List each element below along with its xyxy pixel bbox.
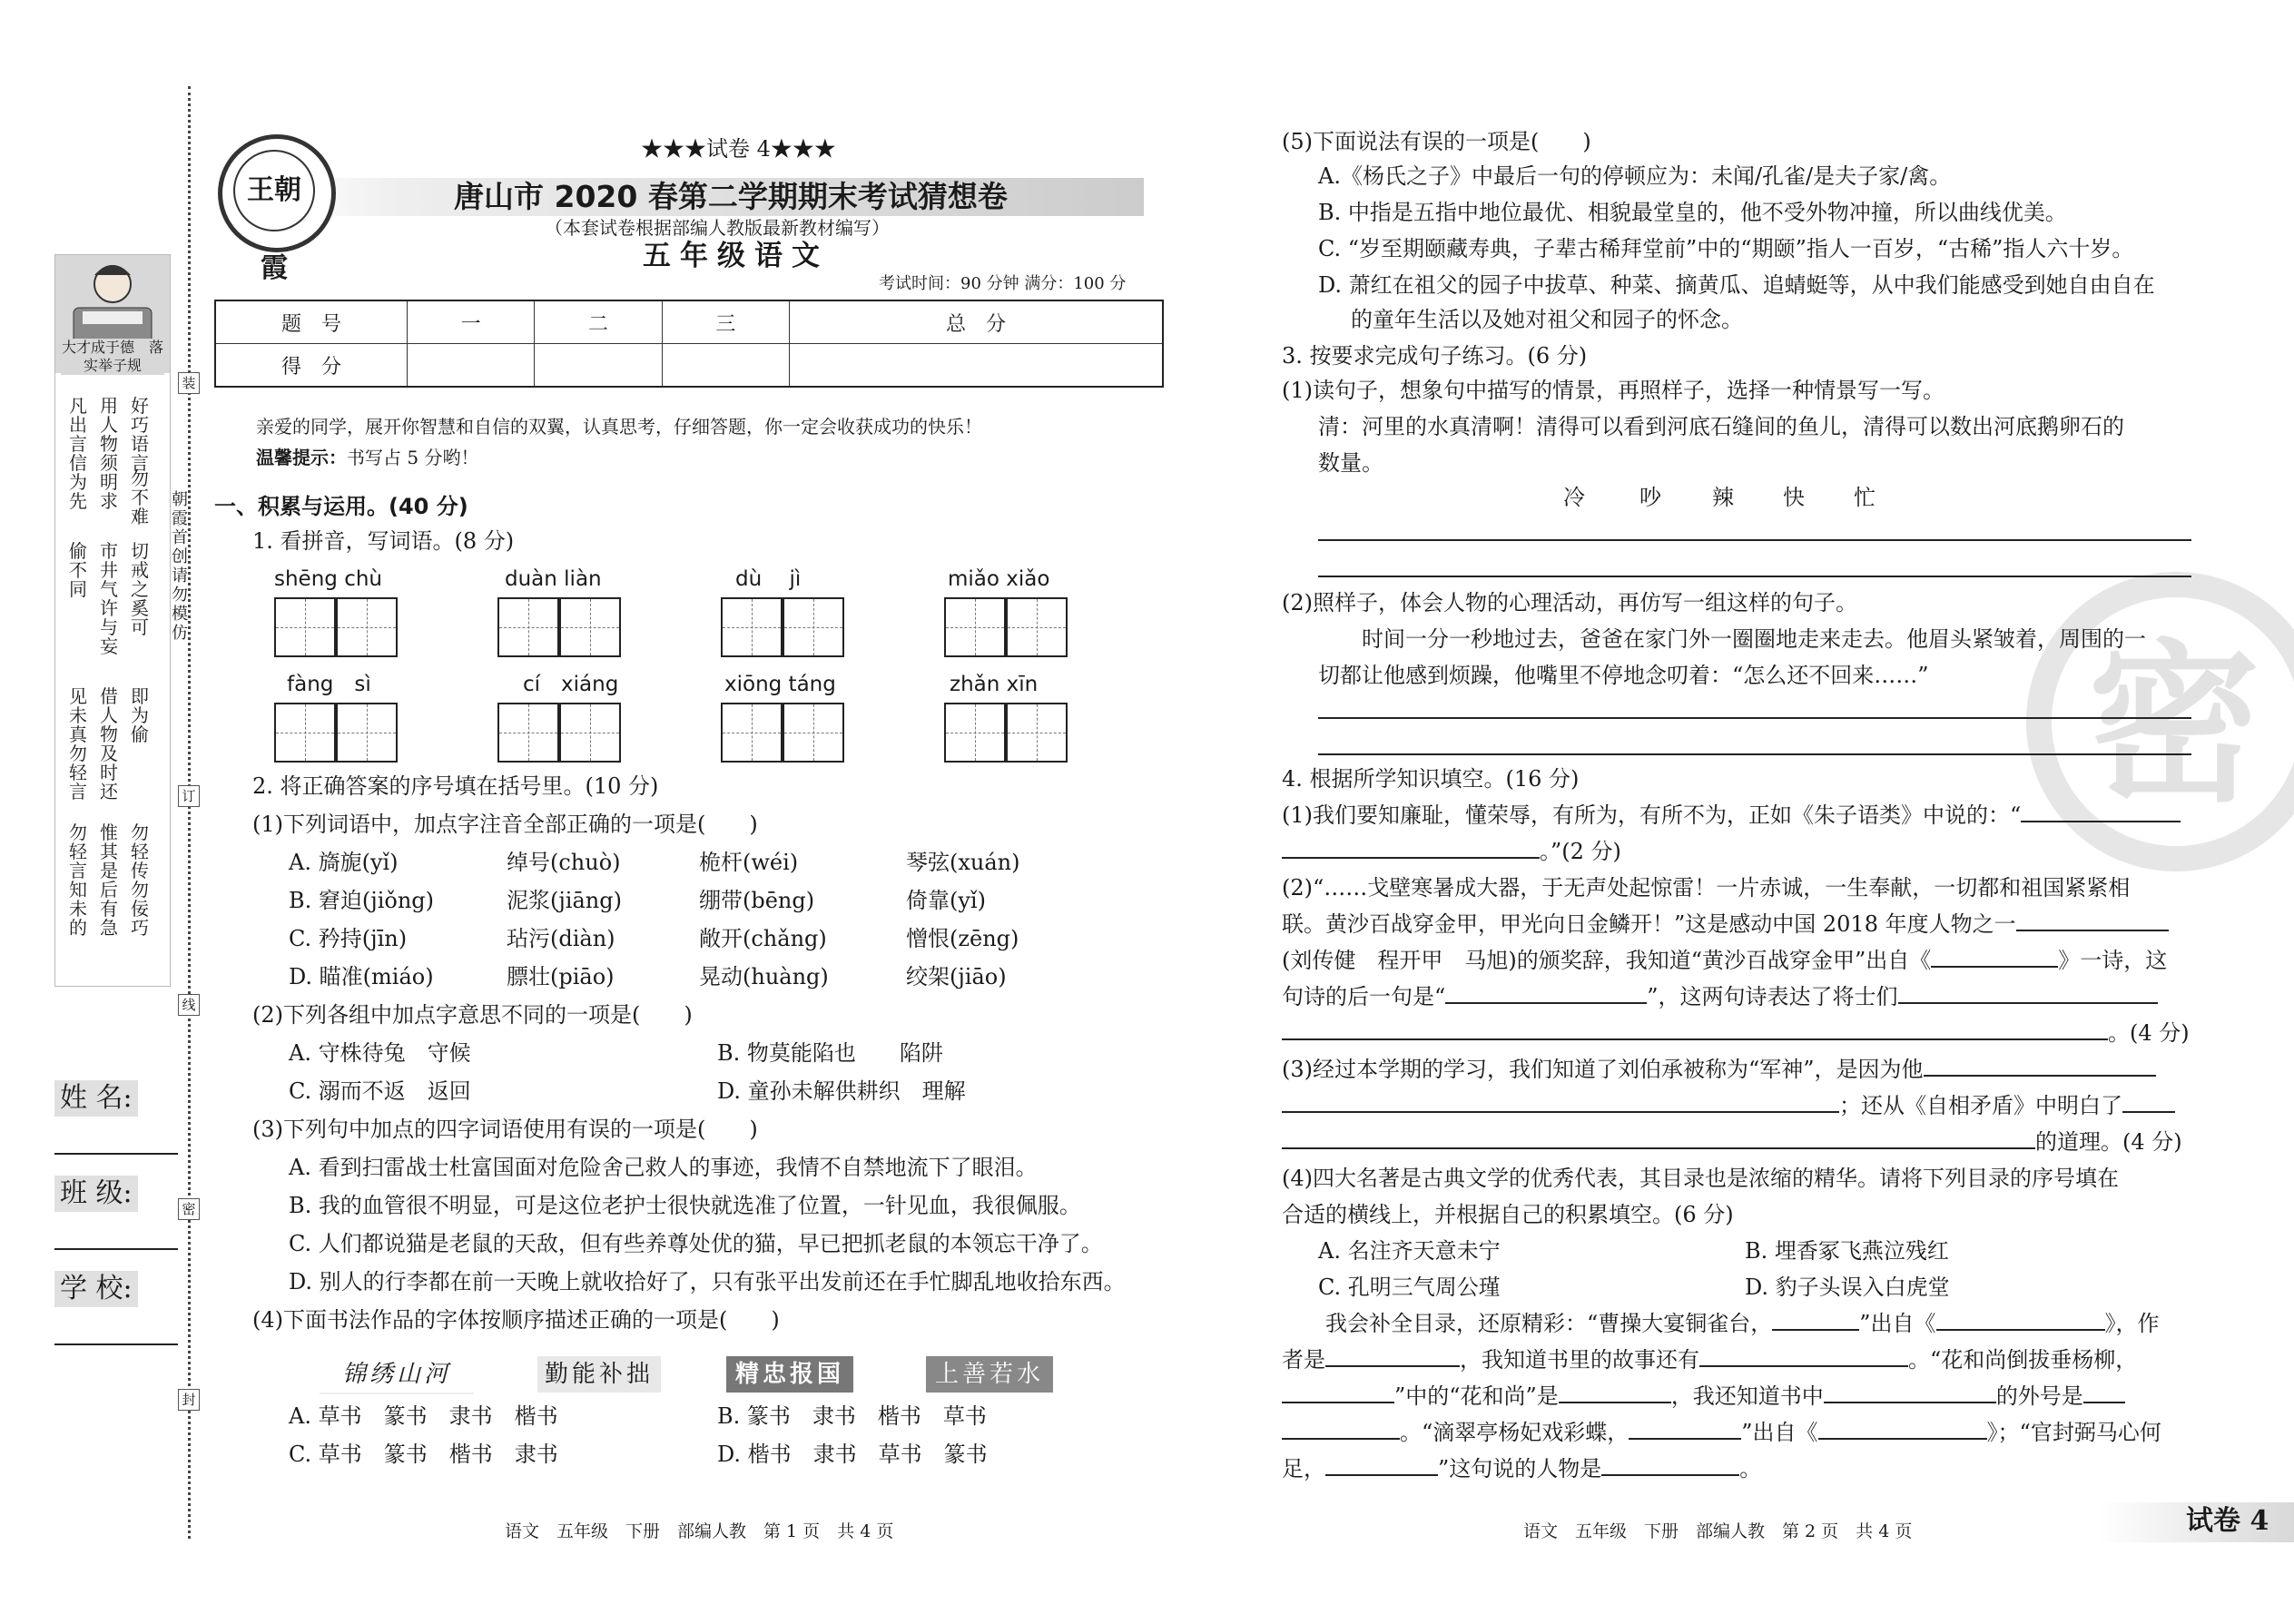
option-text: A. 守株待兔 守候: [289, 1040, 471, 1066]
option-word: 敞开(chǎng): [699, 926, 827, 951]
question-4-4: (4)四大名著是古典文学的优秀代表，其目录也是浓缩的精华。请将下列目录的序号填在: [1282, 1166, 2119, 1191]
corner-label: 试卷 4: [2186, 1505, 2269, 1537]
pinyin-prompt: xiōng táng: [724, 673, 836, 696]
name-label: 姓 名:: [54, 1080, 138, 1117]
score-input-cell[interactable]: [408, 344, 535, 388]
motto-col: 惟其是后有急: [100, 822, 118, 939]
exam-subtitle: （本套试卷根据部编人教版最新教材编写）: [545, 217, 890, 239]
pinyin-prompt: duàn liàn: [505, 567, 602, 591]
option-word: C. 矜持(jīn): [289, 926, 408, 951]
motto-col: 用人物须明求: [100, 395, 118, 512]
question-4-4-fill5: [1282, 1454, 1761, 1483]
exam-info: 考试时间：90 分钟 满分：100 分: [879, 274, 1127, 293]
page-footer: 语文 五年级 下册 部编人教 第 1 页 共 4 页: [505, 1521, 894, 1541]
writing-box[interactable]: [497, 597, 559, 657]
text-segment: 的道理。(4 分): [2035, 1129, 2182, 1155]
blank-field[interactable]: [1924, 1075, 2156, 1077]
option-text: C. 草书 篆书 楷书 隶书: [289, 1442, 558, 1467]
option-word: 憎恨(zēng): [906, 926, 1019, 951]
greeting-text: 亲爱的同学，展开你智慧和自信的双翼，认真思考，仔细答题，你一定会收获成功的快乐！: [256, 416, 982, 438]
option-word: 膘壮(piāo): [507, 964, 615, 989]
cut-line: [188, 86, 191, 1539]
writing-box[interactable]: [721, 597, 783, 657]
name-field[interactable]: [54, 1153, 178, 1155]
page-footer: 语文 五年级 下册 部编人教 第 2 页 共 4 页: [1523, 1521, 1913, 1541]
option-text: B. 我的血管很不明显，可是这位老护士很快就选准了位置，一针见血，我很佩服。: [289, 1193, 1081, 1218]
binding-mark: 密: [178, 1198, 200, 1220]
option-text: D. 童孙未解供耕织 理解: [717, 1078, 966, 1104]
question-2-1: (1)下列词语中，加点字注音全部正确的一项是( ): [252, 812, 758, 837]
motto-col: 见未真勿轻言: [69, 685, 87, 802]
series-label: ★★★试卷 4★★★: [641, 136, 836, 162]
option-text: B. 埋香冢飞燕泣残红: [1745, 1238, 1949, 1264]
class-field[interactable]: [54, 1248, 178, 1250]
writing-box[interactable]: [944, 597, 1006, 657]
motto-col: 切戒之奚可: [131, 540, 149, 638]
answer-line[interactable]: [1318, 753, 2191, 755]
blank-field[interactable]: [2016, 930, 2169, 931]
question-4-4-line2: 合适的横线上，并根据自己的积累填空。(6 分): [1282, 1202, 1734, 1227]
question-4: 4. 根据所学知识填空。(16 分): [1282, 766, 1580, 792]
option-word: 绞架(jiāo): [906, 964, 1007, 989]
text-segment: 。“滴翠亭杨妃戏彩蝶，: [1400, 1420, 1629, 1445]
score-input-cell[interactable]: [662, 344, 789, 388]
score-row-label: 得 分: [215, 344, 408, 388]
text-segment: 。”(2 分): [1540, 839, 1621, 864]
option-text: C. “岁至期颐藏寿典，子辈古稀拜堂前”中的“期颐”指人一百岁，“古稀”指人六十岁。: [1318, 236, 2134, 261]
option-word: 泥浆(jiāng): [507, 888, 622, 913]
writing-box[interactable]: [783, 703, 844, 763]
option-word: A. 旖旎(yǐ): [289, 850, 399, 875]
blank-field[interactable]: [1559, 1402, 1671, 1403]
question-4-4-fill4: [1282, 1418, 2161, 1447]
question-3-2: (2)照样子，体会人物的心理活动，再仿写一组这样的句子。: [1282, 590, 1857, 615]
blank-field[interactable]: [2122, 1111, 2175, 1113]
tip-label: 温馨提示：: [256, 447, 347, 468]
option-word: 玷污(diàn): [507, 926, 615, 951]
text-segment: ”出自《: [1859, 1311, 1936, 1336]
blank-field[interactable]: [2083, 1402, 2125, 1403]
calligraphy-sample: 勤能补拙: [537, 1356, 661, 1393]
question-2-3: (3)下列句中加点的四字词语使用有误的一项是( ): [252, 1117, 758, 1142]
text-segment: 。“花和尚倒拔垂杨柳，: [1908, 1347, 2138, 1373]
option-word: 琴弦(xuán): [906, 850, 1020, 875]
option-text: D. 楷书 隶书 草书 篆书: [717, 1442, 988, 1467]
pinyin-prompt: miǎo xiǎo: [948, 567, 1050, 591]
blank-field[interactable]: [1699, 1365, 1908, 1367]
text-segment: ；还从《自相矛盾》中明白了: [1839, 1093, 2122, 1118]
choice-word: 冷: [1563, 485, 1585, 510]
option-word: D. 瞄准(miáo): [289, 964, 434, 989]
text-segment: ，我还知道书中: [1670, 1383, 1824, 1409]
option-text: B. 中指是五指中地位最优、相貌最堂皇的，他不受外物冲撞，所以曲线优美。: [1318, 200, 2067, 225]
question-4-3-line3: [1282, 1127, 2182, 1156]
answer-line[interactable]: [1318, 539, 2191, 541]
blank-field[interactable]: [1898, 1002, 2158, 1004]
motto-text: 大才成于德 落实举子规: [61, 339, 163, 374]
option-text: C. 溺而不返 返回: [289, 1078, 471, 1104]
pinyin-prompt: zhǎn xīn: [950, 673, 1039, 696]
pinyin-prompt: cí xiáng: [523, 673, 619, 696]
option-word: 倚靠(yǐ): [906, 888, 986, 913]
option-text: 的童年生活以及她对祖父和园子的怀念。: [1351, 307, 1743, 332]
score-input-cell[interactable]: [535, 344, 662, 388]
writing-box[interactable]: [721, 703, 783, 763]
blank-field[interactable]: [1601, 1474, 1739, 1476]
text-segment: 足，: [1282, 1456, 1325, 1481]
choice-word: 辣: [1712, 485, 1734, 510]
writing-box[interactable]: [336, 703, 398, 763]
text-segment: 句诗的后一句是“: [1282, 984, 1446, 1009]
question-3: 3. 按要求完成句子练习。(6 分): [1282, 343, 1588, 369]
writing-box[interactable]: [336, 597, 398, 657]
motto-col: 偷不同: [69, 540, 87, 600]
writing-box[interactable]: [274, 597, 336, 657]
score-header-cell: 总 分: [789, 300, 1163, 344]
text-segment: ”这句说的人物是: [1438, 1456, 1602, 1481]
binding-mark: 封: [178, 1389, 200, 1411]
seal-text: 密: [2088, 623, 2261, 825]
question-4-4-fill1: [1325, 1309, 2160, 1338]
blank-field[interactable]: [1282, 1111, 1839, 1113]
score-header-cell: 一: [408, 300, 535, 344]
question-4-4-fill2: [1282, 1345, 2137, 1374]
question-2-4: (4)下面书法作品的字体按顺序描述正确的一项是( ): [252, 1307, 780, 1333]
option-text: B. 物莫能陷也 陷阱: [717, 1040, 943, 1066]
option-text: A. 名注齐天意未宁: [1318, 1238, 1501, 1264]
text-segment: 。(4 分): [2108, 1020, 2190, 1046]
blank-field[interactable]: [1325, 1474, 1438, 1476]
school-field[interactable]: [54, 1343, 178, 1345]
blank-field[interactable]: [1818, 1438, 1987, 1440]
pinyin-prompt: shēng chù: [274, 567, 382, 591]
score-table: [214, 300, 1164, 388]
option-text: D. 别人的行李都在前一天晚上就收拾好了，只有张平出发前还在手忙脚乱地收拾东西。: [289, 1269, 1126, 1294]
option-text: A. 看到扫雷战士杜富国面对危险舍己救人的事迹，我情不自禁地流下了眼泪。: [289, 1155, 1038, 1180]
blank-field[interactable]: [1282, 1038, 2108, 1040]
calligraphy-sample: 上善若水: [926, 1356, 1053, 1393]
question-4-1: [1282, 801, 2181, 830]
question-2-5: (5)下面说法有误的一项是( ): [1282, 129, 1591, 154]
blank-field[interactable]: [2021, 821, 2181, 822]
motto-col: 勿轻传勿佞巧: [131, 822, 149, 939]
blank-field[interactable]: [1325, 1365, 1460, 1367]
motto-col: 勿轻言知未的: [69, 822, 87, 939]
score-input-cell[interactable]: [789, 344, 1163, 388]
class-label: 班 级:: [54, 1176, 138, 1212]
question-2-2: (2)下列各组中加点字意思不同的一项是( ): [252, 1002, 693, 1028]
example-text: 数量。: [1318, 450, 1383, 476]
vertical-note: 朝霞首创 请勿模仿: [172, 490, 188, 643]
answer-line[interactable]: [1318, 717, 2191, 719]
blank-field[interactable]: [1936, 1329, 2105, 1331]
brand-logo-text: 王朝霞: [233, 150, 315, 231]
question-4-4-fill3: [1282, 1382, 2125, 1411]
option-text: C. 孔明三气周公瑾: [1318, 1275, 1501, 1300]
example-text: 时间一分一秒地过去，爸爸在家门外一圈圈地走来走去。他眉头紧皱着，周围的一: [1362, 626, 2146, 652]
option-text: A.《杨氏之子》中最后一句的停顿应为：未闻/孔雀/是夫子家/禽。: [1318, 163, 1952, 189]
question-4-3-line2: [1282, 1091, 2175, 1120]
text-segment: ，我知道书里的故事还有: [1460, 1347, 1699, 1373]
school-label: 学 校:: [54, 1271, 138, 1307]
writing-box[interactable]: [1006, 597, 1068, 657]
motto-col: 勿不难: [131, 468, 149, 527]
question-1: 1. 看拼音，写词语。(8 分): [252, 528, 515, 554]
motto-strip: [54, 254, 171, 987]
blank-field[interactable]: [1282, 857, 1540, 859]
text-segment: 》一诗，这: [2058, 948, 2168, 973]
option-text: C. 人们都说猫是老鼠的天敌，但有些养尊处优的猫，早已把抓老鼠的本领忘干净了。: [289, 1231, 1103, 1256]
example-text: 切都让他感到烦躁，他嘴里不停地念叨着：“怎么还不回来……”: [1318, 663, 1929, 688]
question-4-2-line5: [1282, 1019, 2190, 1048]
text-segment: (刘传健 程开甲 马旭)的颁奖辞，我知道“黄沙百战穿金甲”出自《: [1282, 948, 1932, 973]
pinyin-prompt: dù jì: [735, 567, 802, 591]
question-3-1: (1)读句子，想象句中描写的情景，再照样子，选择一种情景写一写。: [1282, 378, 1944, 403]
score-header-cell: 三: [662, 300, 789, 344]
writing-box[interactable]: [559, 703, 621, 763]
text-segment: 的外号是: [1995, 1383, 2083, 1409]
text-segment: (1)我们要知廉耻，懂荣辱，有所为，有所不为，正如《朱子语类》中说的：“: [1282, 802, 2022, 828]
question-4-1-end: [1282, 837, 1621, 866]
pinyin-prompt: fàng sì: [287, 673, 371, 696]
exam-title: 唐山市 2020 春第二学期期末考试猜想卷: [454, 179, 1008, 214]
question-4-2-line2: [1282, 910, 2169, 939]
question-4-3: [1282, 1055, 2156, 1084]
blank-field[interactable]: [1772, 1329, 1859, 1331]
blank-field[interactable]: [1931, 966, 2058, 968]
tip-text: 书写占 5 分哟！: [347, 447, 479, 468]
choice-word: 快: [1783, 485, 1805, 510]
blank-field[interactable]: [1629, 1438, 1741, 1440]
question-4-2: (2)“……戈壁寒暑成大器，于无声处起惊雷！一片赤诚，一生奉献，一切都和祖国紧紧相: [1282, 875, 2131, 901]
writing-box[interactable]: [559, 597, 621, 657]
score-header-cell: 题 号: [215, 300, 408, 344]
motto-col: 即为偷: [131, 685, 149, 745]
writing-box[interactable]: [1006, 703, 1068, 763]
writing-box[interactable]: [944, 703, 1006, 763]
option-word: 晃动(huàng): [699, 964, 829, 989]
option-text: A. 草书 篆书 隶书 楷书: [289, 1403, 558, 1429]
writing-box[interactable]: [783, 597, 844, 657]
choice-word: 吵: [1639, 485, 1661, 510]
brand-logo: [218, 134, 336, 284]
option-word: 绷带(bēng): [699, 888, 815, 913]
text-segment: ”出自《: [1741, 1420, 1818, 1445]
question-4-2-line3: [1282, 946, 2167, 975]
choice-word: 忙: [1854, 485, 1876, 510]
option-word: 桅杆(wéi): [699, 850, 799, 875]
motto-col: 好巧语言: [131, 395, 149, 474]
blank-field[interactable]: [1824, 1402, 1996, 1403]
text-segment: ”中的“花和尚”是: [1394, 1383, 1559, 1409]
text-segment: 联。黄沙百战穿金甲，甲光向日金鳞开！”这是感动中国 2018 年度人物之一: [1282, 911, 2016, 937]
binding-mark: 装: [178, 372, 200, 394]
text-segment: 。: [1739, 1456, 1762, 1481]
blank-field[interactable]: [1282, 1438, 1400, 1440]
calligraphy-sample: 锦绣山河: [320, 1356, 474, 1394]
text-segment: 》；“官封弼马心何: [1986, 1420, 2161, 1445]
option-text: B. 篆书 隶书 楷书 草书: [717, 1403, 987, 1429]
score-header-cell: 二: [535, 300, 662, 344]
blank-field[interactable]: [1282, 1147, 2035, 1149]
motto-columns: [66, 388, 159, 978]
binding-mark: 订: [178, 785, 200, 807]
binding-mark: 线: [178, 994, 200, 1016]
text-segment: (3)经过本学期的学习，我们知道了刘伯承被称为“军神”，是因为他: [1282, 1057, 1924, 1082]
option-word: 绰号(chuò): [507, 850, 621, 875]
text-segment: 》，作: [2104, 1311, 2160, 1336]
writing-box[interactable]: [274, 703, 336, 763]
example-text: 清：河里的水真清啊！清得可以看到河底石缝间的鱼儿，清得可以数出河底鹅卵石的: [1318, 414, 2124, 439]
text-segment: 我会补全目录，还原精彩：“曹操大宴铜雀台，: [1325, 1311, 1773, 1336]
blank-field[interactable]: [1445, 1002, 1647, 1004]
writing-box[interactable]: [497, 703, 559, 763]
motto-col: 借人物及时还: [100, 685, 118, 802]
motto-col: 凡出言信为先: [69, 395, 87, 512]
text-segment: 者是: [1282, 1347, 1325, 1373]
option-word: B. 窘迫(jiǒng): [289, 888, 435, 913]
section-heading: 一、积累与运用。(40 分): [214, 494, 468, 519]
grade-title: 五年级语文: [643, 240, 829, 272]
answer-line[interactable]: [1318, 576, 2191, 577]
motto-col: 市井气许与妄: [100, 540, 118, 657]
question-4-2-line4: [1282, 982, 2158, 1011]
text-segment: ”，这两句诗表达了将士们: [1647, 984, 1898, 1009]
option-text: D. 豹子头误入白虎堂: [1745, 1275, 1950, 1300]
blank-field[interactable]: [1282, 1402, 1394, 1403]
question-2: 2. 将正确答案的序号填在括号里。(10 分): [252, 773, 659, 799]
calligraphy-sample: 精忠报国: [726, 1356, 853, 1393]
option-text: D. 萧红在祖父的园子中拔草、种菜、摘黄瓜、追蜻蜓等，从中我们能感受到她自由自在: [1318, 272, 2155, 298]
